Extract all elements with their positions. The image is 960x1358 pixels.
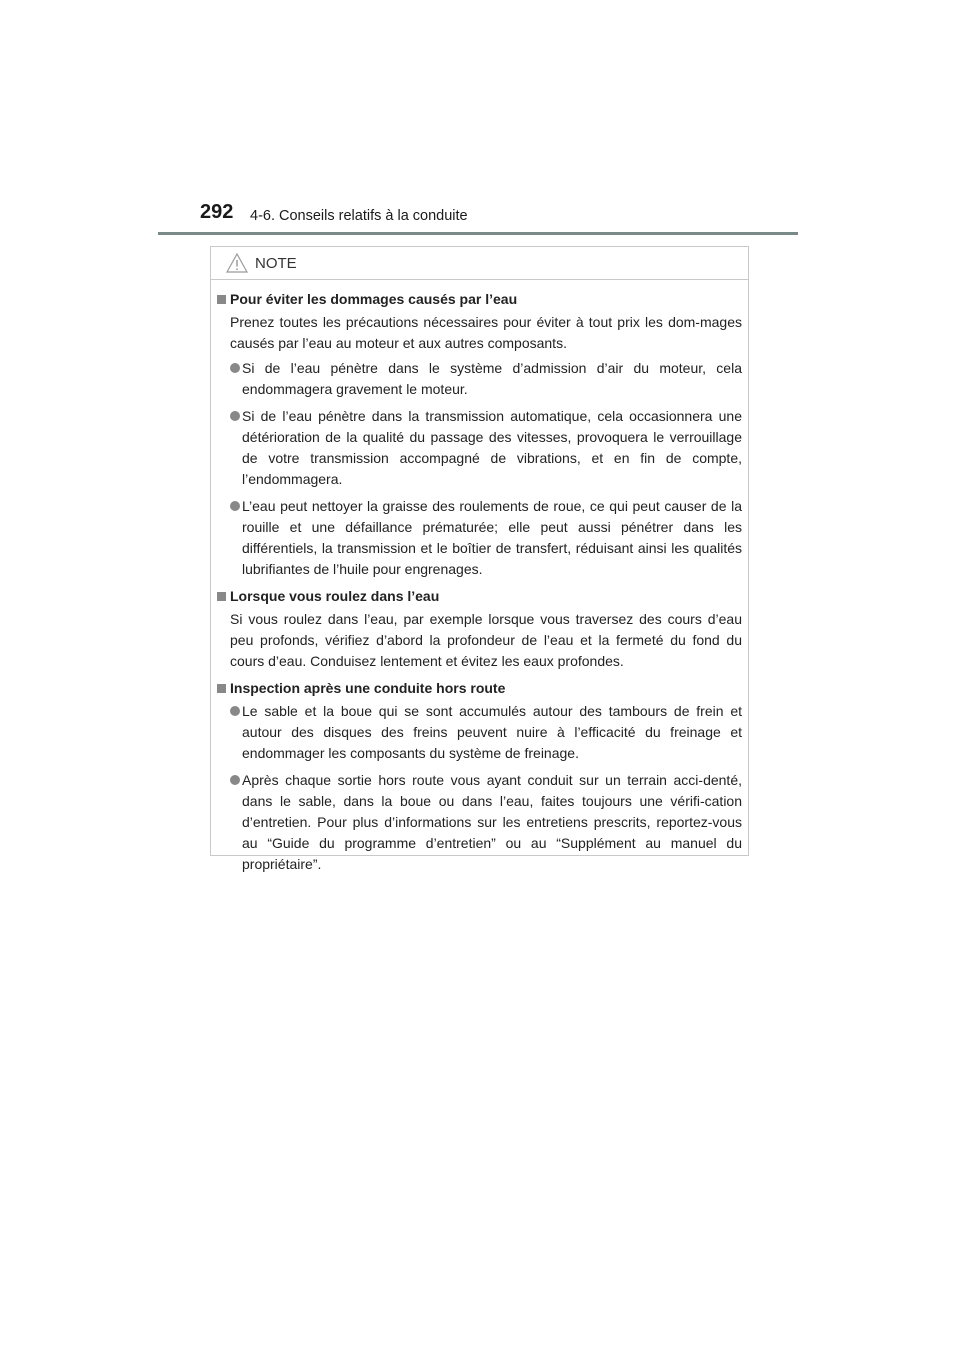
page-number: 292: [200, 201, 234, 223]
square-bullet-icon: [217, 684, 226, 693]
header-rule: [158, 232, 798, 235]
list-item: Si de l’eau pénètre dans le système d’admission d’air du moteur, cela endommagera gravement le moteur.: [217, 358, 742, 400]
section-water-damage: [217, 290, 742, 580]
section-intro: Si vous roulez dans l’eau, par exemple lorsque vous traversez des cours d’eau peu profonds, vérifiez d’abord la profondeur de l’eau et la fermeté du fond du cours d’eau. Conduisez lentement et évitez les eaux profondes.: [230, 611, 742, 669]
circle-bullet-icon: [230, 706, 240, 716]
circle-bullet-icon: [230, 411, 240, 421]
section-offroad-inspection: [217, 679, 742, 875]
note-header: [211, 247, 748, 280]
note-box: [210, 246, 749, 872]
section-title: 4-6. Conseils relatifs à la conduite: [250, 208, 468, 224]
circle-bullet-icon: [230, 501, 240, 511]
list-item: Si de l’eau pénètre dans la transmission automatique, cela occasionnera une détérioration de la qualité du passage des vitesses, provoquera le verrouillage de votre transmission accompagné de vibrations, et en fin de compte, l’endommagera.: [217, 406, 742, 490]
circle-bullet-icon: [230, 363, 240, 373]
section-title: Pour éviter les dommages causés par l’eau: [217, 290, 742, 309]
section-title: Lorsque vous roulez dans l’eau: [217, 587, 742, 606]
list-item: Après chaque sortie hors route vous ayant conduit sur un terrain acci-denté, dans le sable, dans la boue ou dans l’eau, faites toujours une vérifi-cation d’entretien. Pour plus d’informations sur les entretiens prescrits, reportez-vous au “Guide du programme d’entretien” ou au “Supplément au manuel du propriétaire”.: [217, 770, 742, 875]
section-driving-in-water: [217, 587, 742, 672]
circle-bullet-icon: [230, 775, 240, 785]
square-bullet-icon: [217, 295, 226, 304]
list-item: Le sable et la boue qui se sont accumulés autour des tambours de frein et autour des disques des freins peuvent nuire à l’efficacité du freinage et endommager les composants du système de freinage.: [217, 701, 742, 764]
page-header: [158, 200, 798, 234]
square-bullet-icon: [217, 592, 226, 601]
section-title: Inspection après une conduite hors route: [217, 679, 742, 698]
list-item: L’eau peut nettoyer la graisse des roulements de roue, ce qui peut causer de la rouille et une défaillance prématurée; elle peut aussi pénétrer dans les différentiels, la transmission et le boîtier de transfert, réduisant ainsi les qualités lubrifiantes de l’huile pour engrenages.: [217, 496, 742, 580]
warning-triangle-icon: [226, 253, 248, 273]
section-intro: Prenez toutes les précautions nécessaires pour éviter à tout prix les dom-mages causés par l’eau au moteur et aux autres composants.: [230, 314, 742, 351]
note-label: NOTE: [255, 255, 297, 272]
